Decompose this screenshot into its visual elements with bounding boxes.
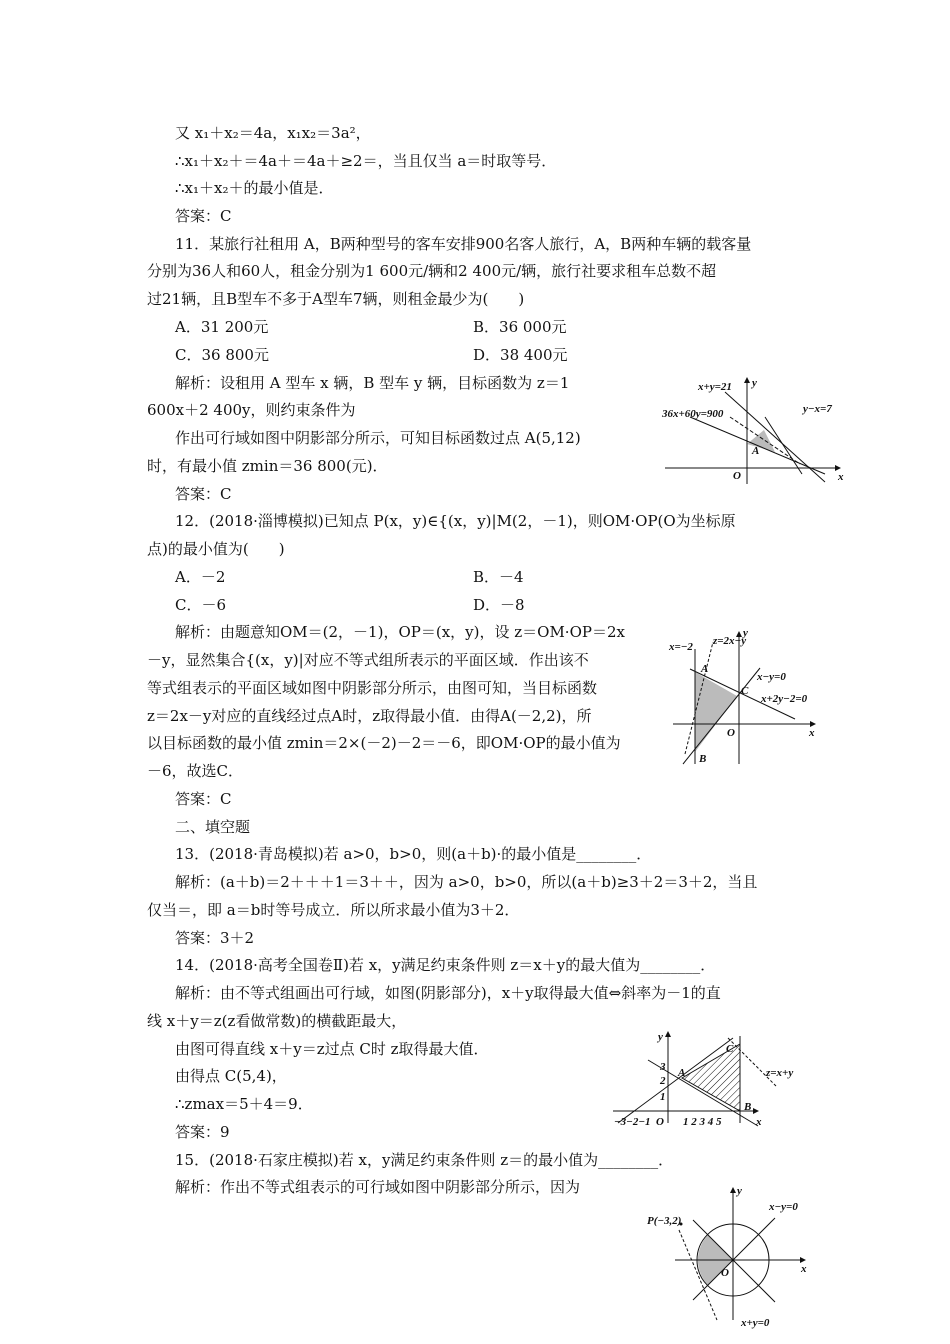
label: A — [752, 445, 760, 457]
label: 3 — [660, 1061, 666, 1073]
option-d: D．－8 — [473, 596, 525, 614]
label: x=−2 — [669, 641, 693, 653]
label: 1 — [660, 1091, 666, 1103]
label: A — [678, 1067, 686, 1079]
label: −3−2−1 — [614, 1116, 651, 1128]
text-line: 解析：(a＋b)＝2＋＋＋1＝3＋＋，因为 a>0，b>0，所以(a＋b)≥3＋2＝3＋2，当且 — [175, 873, 758, 891]
text-line: －6，故选C． — [147, 762, 244, 780]
option-b: B．－4 — [473, 568, 524, 586]
text-line: 答案：3＋2 — [175, 929, 255, 947]
label: C — [726, 1043, 734, 1055]
text-line: 解析：由不等式组画出可行域，如图(阴影部分)，x＋y取得最大值⇔斜率为－1的直 — [175, 984, 721, 1002]
figure-q14 — [608, 1028, 808, 1128]
text-line: 解析：设租用 A 型车 x 辆，B 型车 y 辆，目标函数为 z＝1 — [175, 374, 570, 392]
text-line: 13．(2018·青岛模拟)若 a>0，b>0，则(a＋b)·的最小值是________． — [175, 845, 652, 863]
label: O — [727, 727, 735, 739]
text-line: 答案：C — [175, 207, 232, 225]
text-line: 仅当＝，即 a＝b时等号成立．所以所求最小值为3＋2． — [147, 901, 520, 919]
feasible-region — [695, 672, 737, 752]
option-c: C．36 800元 — [175, 346, 269, 364]
label: B — [699, 753, 707, 765]
label: x — [756, 1116, 762, 1128]
text-line: 答案：9 — [175, 1123, 230, 1141]
text-line: 11．某旅行社租用 A，B两种型号的客车安排900名客人旅行，A，B两种车辆的载客量 — [175, 235, 752, 253]
text-line: 由图可得直线 x＋y＝z过点 C时 z取得最大值． — [175, 1040, 489, 1058]
section-heading: 二、填空题 — [175, 818, 251, 836]
label: P(−3,2) — [647, 1215, 682, 1227]
label: x−y=0 — [757, 671, 786, 683]
text-line: ∴zmax＝5＋4＝9． — [175, 1095, 313, 1113]
text-line: 12．(2018·淄博模拟)已知点 P(x，y)∈{(x，y)|M(2，－1)，则OM·OP(O为坐标原 — [175, 512, 736, 530]
text-line: 线 x＋y＝z(z看做常数)的横截距最大， — [147, 1012, 407, 1030]
label: x+y=0 — [741, 1317, 770, 1329]
label: 36x+60y=900 — [662, 408, 724, 420]
label: y−x=7 — [803, 403, 832, 415]
text-line: 由得点 C(5,4)， — [175, 1067, 287, 1085]
text-line: 又 x₁＋x₂＝4a，x₁x₂＝3a²， — [175, 124, 371, 142]
text-line: 答案：C — [175, 790, 232, 808]
label: z=x+y — [766, 1067, 794, 1079]
figure-q12 — [665, 624, 825, 770]
label: B — [744, 1101, 752, 1113]
label: y — [743, 627, 748, 639]
option-a: A．－2 — [175, 568, 226, 586]
label: y — [752, 377, 757, 389]
option-b: B．36 000元 — [473, 318, 567, 336]
label: 2 — [660, 1075, 666, 1087]
text-line: z＝2x－y对应的直线经过点A时，z取得最小值．由得A(－2,2)，所 — [147, 707, 592, 725]
text-line: 过21辆，且B型车不多于A型车7辆，则租金最少为( ) — [147, 290, 525, 308]
text-line: 解析：由题意知OM＝(2，－1)，OP＝(x，y)，设 z＝OM·OP＝2x — [175, 623, 625, 641]
label: y — [737, 1185, 742, 1197]
text-line: －y，显然集合{(x，y)|对应不等式组所表示的平面区域．作出该不 — [147, 651, 589, 669]
text-line: 等式组表示的平面区域如图中阴影部分所示，由图可知，当目标函数 — [147, 679, 598, 697]
text-line: 解析：作出不等式组表示的可行域如图中阴影部分所示，因为 — [175, 1178, 581, 1196]
label: 1 2 3 4 5 — [683, 1116, 722, 1128]
text-line: 600x＋2 400y，则约束条件为 — [147, 401, 356, 419]
label: C — [741, 685, 749, 697]
option-a: A．31 200元 — [175, 318, 269, 336]
label: O — [721, 1267, 729, 1279]
text-line: 时，有最小值 zmin＝36 800(元)． — [147, 457, 388, 475]
label: z=2x−y — [713, 635, 747, 647]
text-line: 以目标函数的最小值 zmin＝2×(－2)－2＝－6，即OM·OP的最小值为 — [147, 734, 621, 752]
text-line: 分别为36人和60人，租金分别为1 600元/辆和2 400元/辆，旅行社要求租车总数不超 — [147, 262, 717, 280]
label: x+y=21 — [698, 381, 732, 393]
figure-q11 — [660, 372, 850, 490]
text-line: ∴x₁＋x₂＋的最小值是． — [175, 179, 334, 197]
label: x — [838, 471, 844, 483]
label: x−y=0 — [769, 1201, 798, 1213]
text-line: 15．(2018·石家庄模拟)若 x，y满足约束条件则 z＝的最小值为________． — [175, 1151, 674, 1169]
label: y — [658, 1031, 663, 1043]
label: x+2y−2=0 — [761, 693, 808, 705]
text-line: ∴x₁＋x₂＋＝4a＋＝4a＋≥2＝，当且仅当 a＝时取等号． — [175, 152, 557, 170]
text-line: 作出可行域如图中阴影部分所示，可知目标函数过点 A(5,12) — [175, 429, 581, 447]
label: A — [701, 663, 709, 675]
figure-q15 — [645, 1180, 815, 1330]
label: O — [733, 470, 741, 482]
label: O — [656, 1116, 664, 1128]
text-line: 14．(2018·高考全国卷Ⅱ)若 x，y满足约束条件则 z＝x＋y的最大值为________． — [175, 956, 716, 974]
text-line: 点)的最小值为( ) — [147, 540, 285, 558]
option-c: C．－6 — [175, 596, 227, 614]
label: x — [809, 727, 815, 739]
label: x — [801, 1263, 807, 1275]
option-d: D．38 400元 — [473, 346, 568, 364]
text-line: 答案：C — [175, 485, 232, 503]
